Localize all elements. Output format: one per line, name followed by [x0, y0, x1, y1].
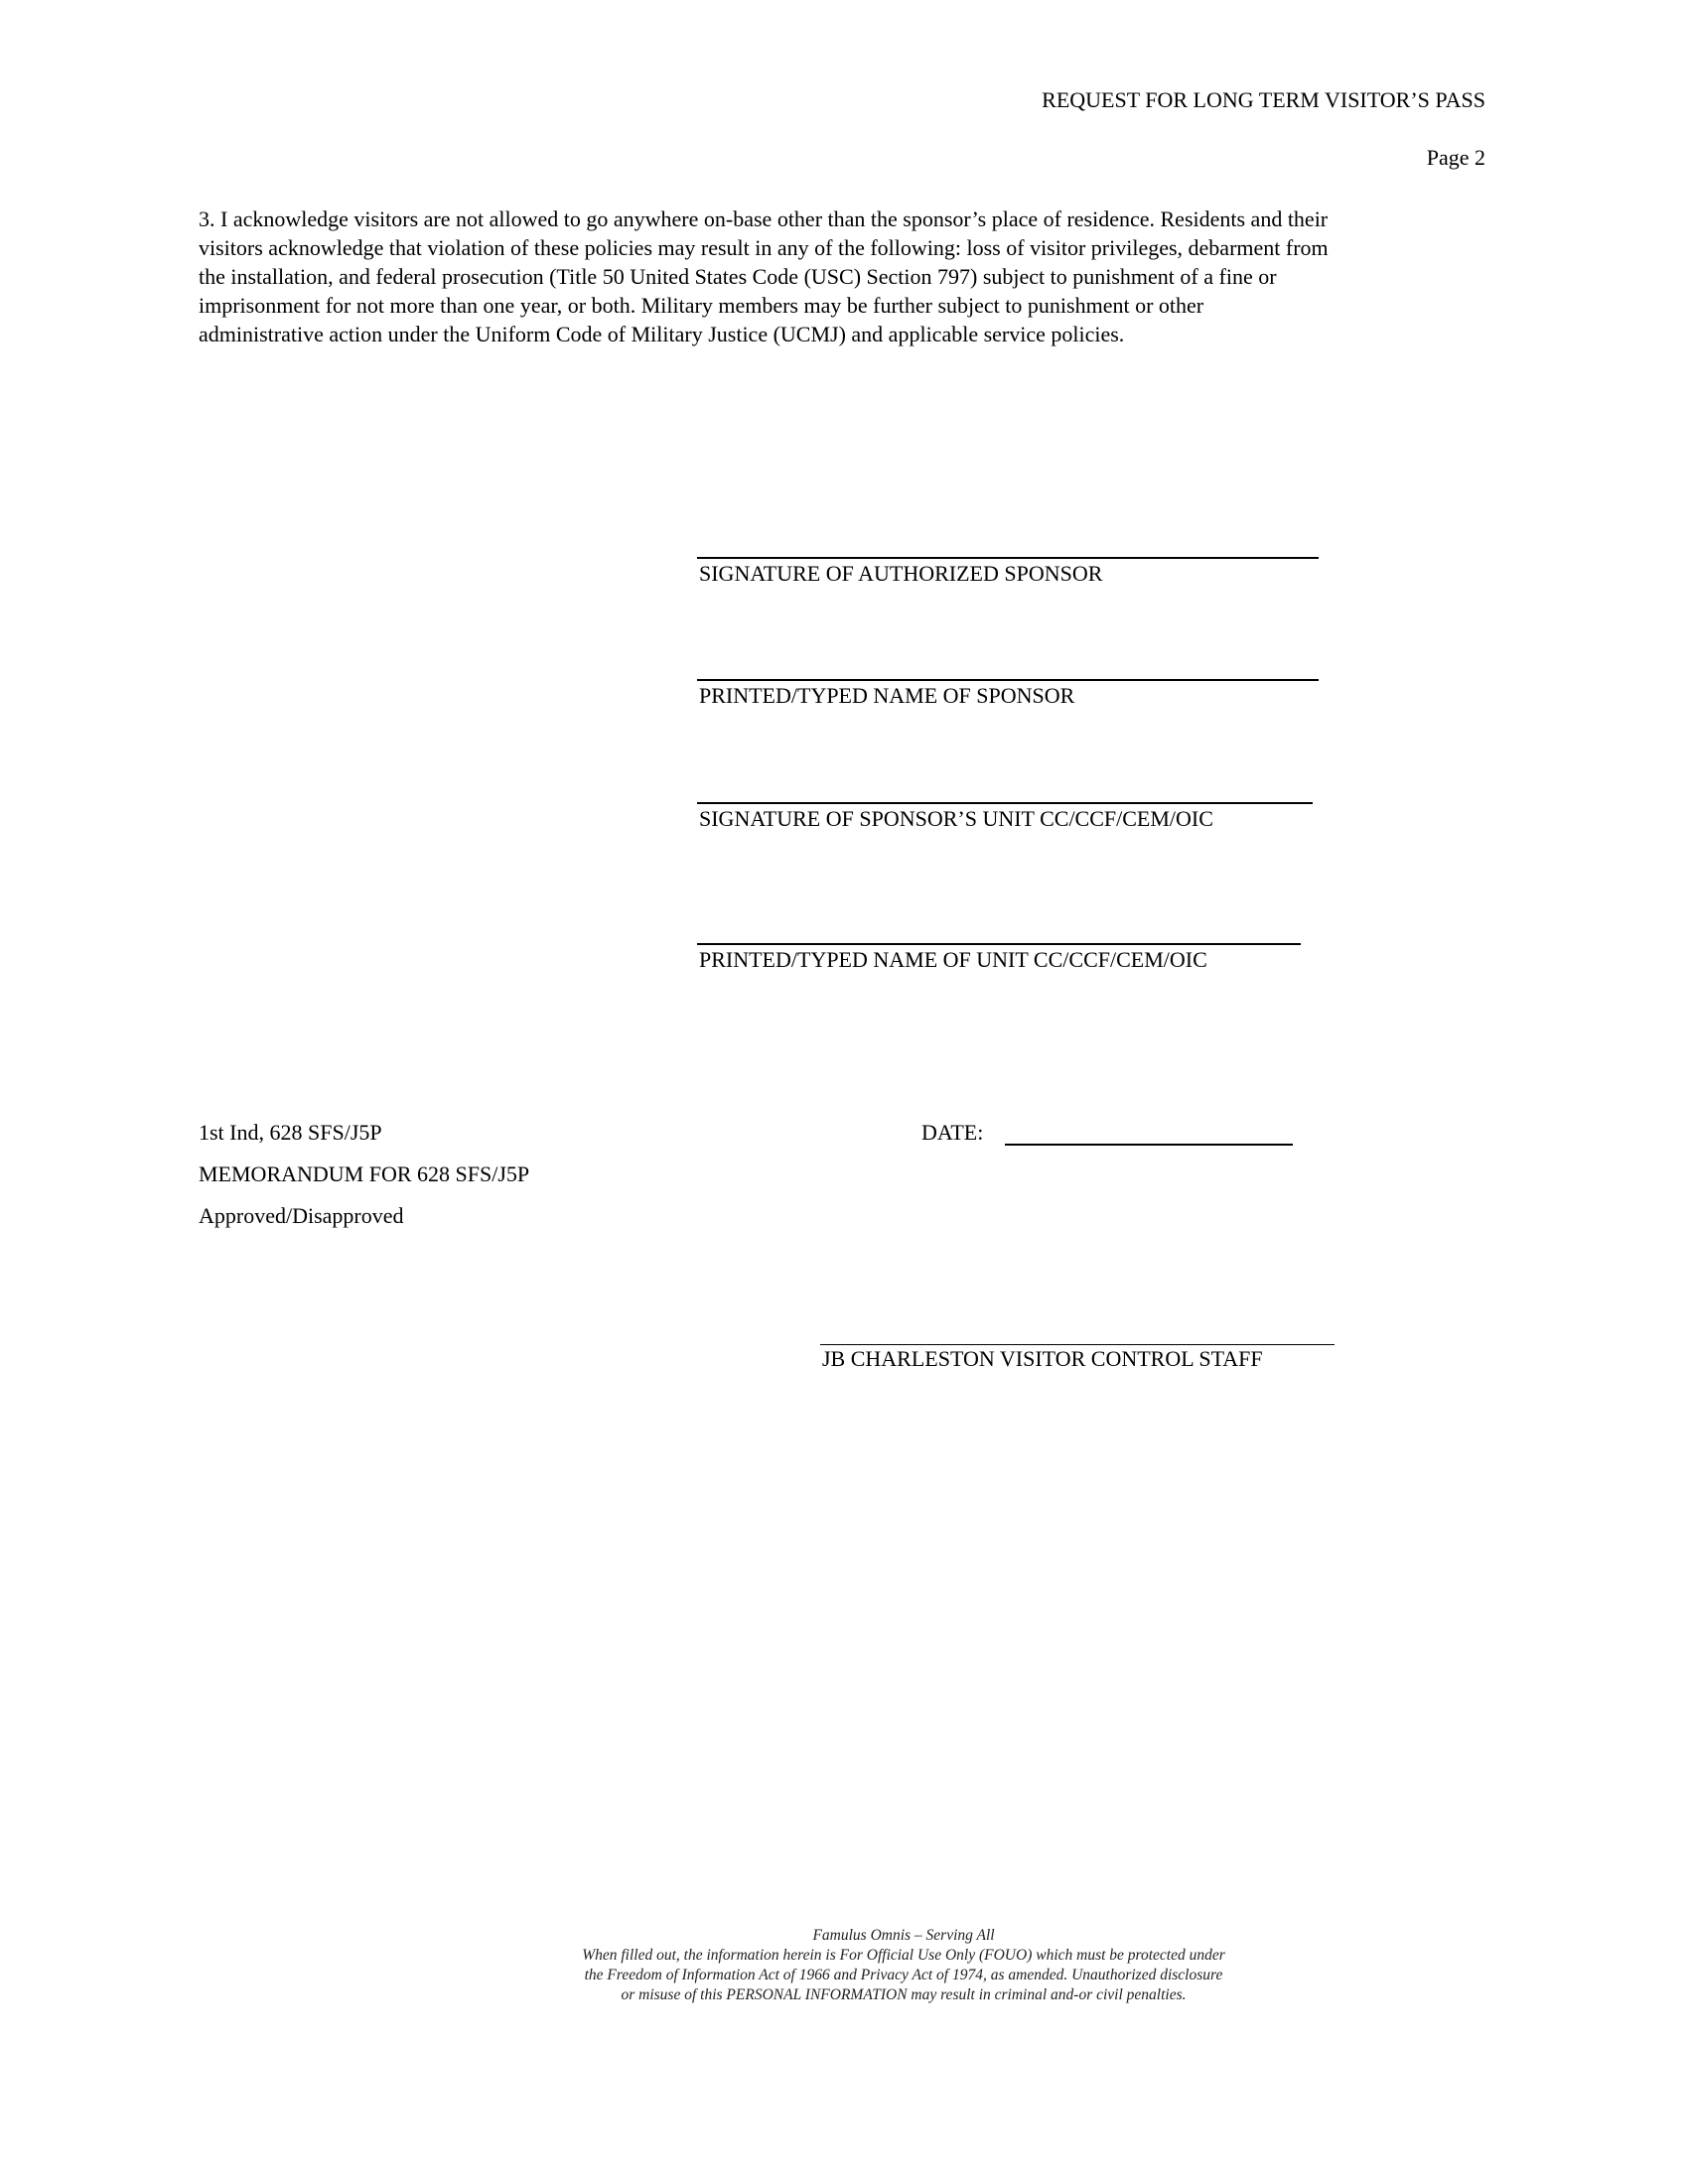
staff-label: JB CHARLESTON VISITOR CONTROL STAFF	[822, 1346, 1263, 1371]
sponsor-name-label: PRINTED/TYPED NAME OF SPONSOR	[699, 683, 1075, 708]
unit-name-label: PRINTED/TYPED NAME OF UNIT CC/CCF/CEM/OIC	[699, 947, 1207, 972]
paragraph-line: administrative action under the Uniform Code of Military Justice (UCMJ) and applicable service policies.	[199, 322, 1125, 346]
staff-signature-line[interactable]	[820, 1344, 1335, 1345]
footer-line: When filled out, the information herein is For Official Use Only (FOUO) which must be protected under	[582, 1947, 1225, 1964]
date-field[interactable]	[1005, 1144, 1293, 1146]
document-title: REQUEST FOR LONG TERM VISITOR’S PASS	[1042, 87, 1485, 112]
footer-line: or misuse of this PERSONAL INFORMATION may result in criminal and-or civil penalties.	[621, 1986, 1187, 2003]
sponsor-name-line[interactable]	[697, 679, 1319, 681]
paragraph-line: 3. I acknowledge visitors are not allowed to go anywhere on-base other than the sponsor’s place of residence. Residents and their	[199, 206, 1329, 231]
paragraph-line: visitors acknowledge that violation of these policies may result in any of the following: loss of visitor privileges, debarment from	[199, 235, 1329, 260]
unit-signature-label: SIGNATURE OF SPONSOR’S UNIT CC/CCF/CEM/OIC	[699, 806, 1213, 831]
page-number: Page 2	[1426, 145, 1485, 170]
paragraph-line: imprisonment for not more than one year, or both. Military members may be further subject to punishment or other	[199, 293, 1204, 318]
unit-signature-line[interactable]	[697, 802, 1313, 804]
paragraph-line: the installation, and federal prosecution (Title 50 United States Code (USC) Section 797) subject to punishment of a fine or	[199, 264, 1277, 289]
footer-motto: Famulus Omnis – Serving All	[812, 1927, 995, 1944]
footer-line: the Freedom of Information Act of 1966 and Privacy Act of 1974, as amended. Unauthorized disclosure	[584, 1967, 1223, 1983]
unit-name-line[interactable]	[697, 943, 1301, 945]
footer-notice	[447, 1926, 1360, 2005]
indorsement-line: 1st Ind, 628 SFS/J5P	[199, 1120, 382, 1145]
memorandum-line: MEMORANDUM FOR 628 SFS/J5P	[199, 1161, 530, 1186]
date-label: DATE:	[921, 1120, 984, 1145]
sponsor-signature-line[interactable]	[697, 557, 1319, 559]
sponsor-signature-label: SIGNATURE OF AUTHORIZED SPONSOR	[699, 561, 1103, 586]
acknowledgement-paragraph	[199, 205, 1489, 348]
approval-status: Approved/Disapproved	[199, 1203, 404, 1228]
